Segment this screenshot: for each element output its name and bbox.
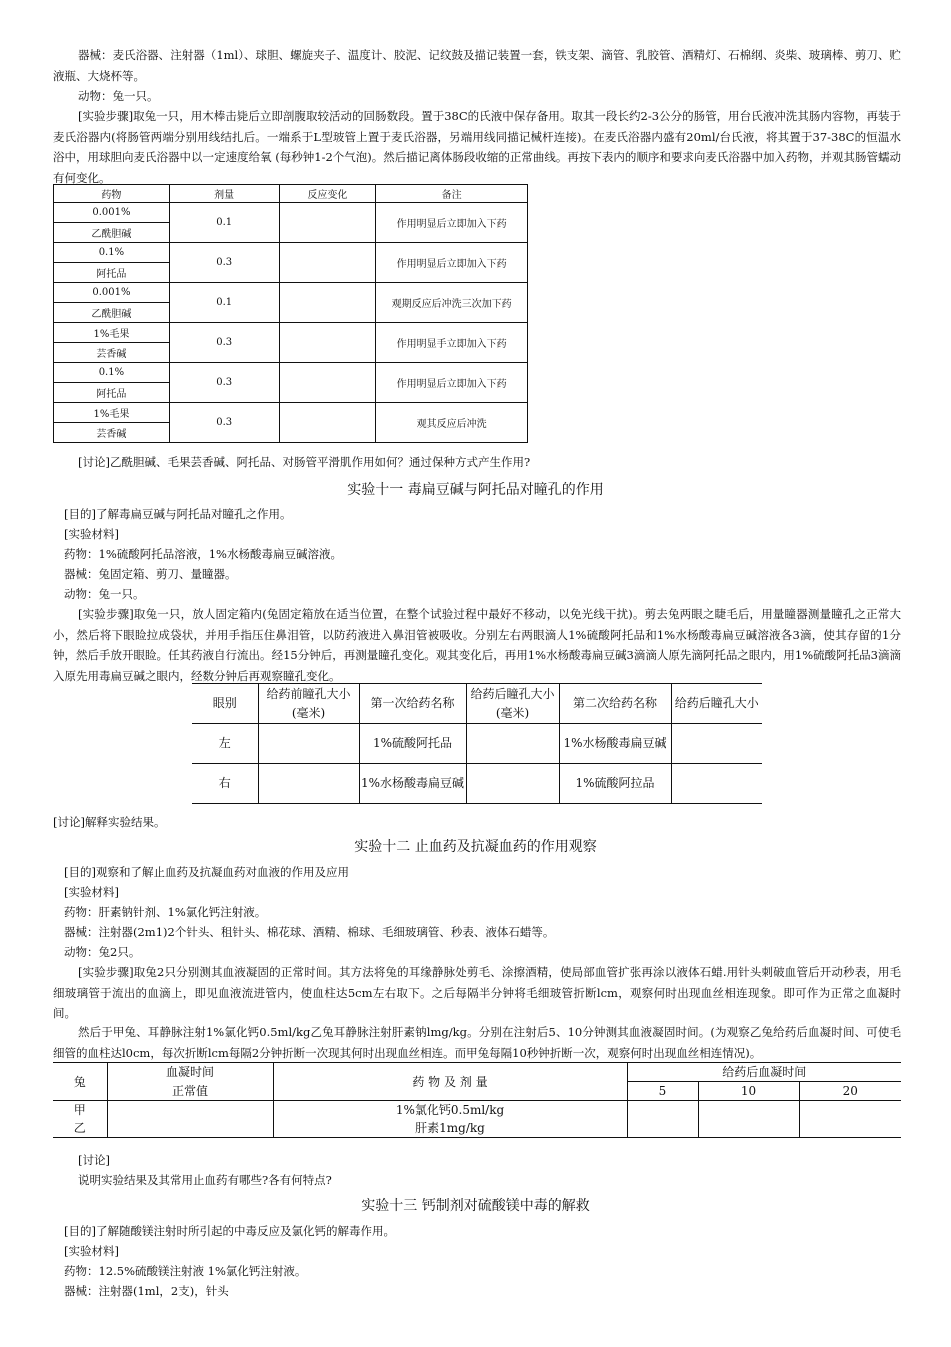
table-cell: 1%毛果 [54, 323, 170, 343]
table-cell: 0.001% [54, 203, 170, 223]
table-cell: 0.3 [169, 243, 279, 283]
table-cell: 阿托品 [54, 383, 170, 403]
table-header: 给药前瞳孔大小(毫米) [258, 684, 359, 724]
steps-paragraph: [实验步骤]取兔一只，用木棒击毙后立即剖腹取较活动的回肠数段。置于38C的氏液中保存备用。取其一段长约2-3公分的肠管，用台氏液冲洗其肠内容物，再装于麦氏浴器内(将肠管两端分别用线结扎后。一端系于L型玻管上置于麦氏浴器，另端用线同描记械杆连接)。在麦氏浴器内盛有20ml/台氏液，将其置于37-38C的恒温水浴中，用球胆向麦氏浴器中以一定速度给氧 (每秒钟1-2个气泡)。然后描记离体肠段收缩的正常曲线。再按下表内的顺序和要求向麦氏浴器中加入药物，并观其肠管蠕动有何变化。 [53, 109, 901, 185]
table-cell: 作用明显后立即加入下药 [376, 243, 528, 283]
table-header: 备注 [376, 185, 528, 203]
steps-paragraph: [实验步骤]取兔2只分别测其血液凝固的正常时间。其方法将兔的耳缘静脉处剪毛、涂擦酒精，使局部血管扩张再涂以液体石蜡.用针头刺破血管后开动秒表，用毛细玻璃管于流出的血滴上，即见血液流进管内，使血柱达5cm左右取下。之后每隔半分钟将毛细玻管折断lcm，观察何时出现血丝相连现象。即可作为正常之血凝时间。 [53, 965, 901, 1020]
table-cell [107, 1101, 273, 1120]
materials-label: [实验材料] [64, 885, 119, 899]
drugs-line: 药物：12.5%硫酸镁注射液 1%氯化钙注射液。 [64, 1264, 307, 1278]
steps-paragraph: [实验步骤]取兔一只，放人固定箱内(兔固定箱放在适当位置，在整个试验过程中最好不移动，以免光线干扰)。剪去兔两眼之睫毛后，用量瞳器测量瞳孔之正常大小，然后将下眼睑拉成袋状，并用手指压住鼻泪管，以防药液进入鼻泪管被吸收。分别左右两眼滴人1%硫酸阿托品和1%水杨酸毒扁豆碱溶液各3滴，使其存留的1分钟，然后手放开眼睑。任其药液自行流出。经15分钟后，再测量瞳孔变化。观其变化后，再用1%水杨酸毒扁豆碱3滴滴人原先滴阿托品之眼内，用1%硫酸阿托品3滴滴入原先用毒扁豆碱之眼内，经数分钟后再观察瞳孔变化。 [53, 607, 901, 683]
table-cell: 作用明显手立即加入下药 [376, 323, 528, 363]
table-cell [279, 403, 376, 443]
discussion-label: [讨论] [78, 1153, 110, 1167]
table-header: 给药后瞳孔大小(毫米) [466, 684, 559, 724]
table-cell: 1%毛果 [54, 403, 170, 423]
table-header: 剂量 [169, 185, 279, 203]
table-cell: 乙 [53, 1119, 107, 1138]
table-header: 20 [799, 1082, 901, 1101]
section-title-exp12: 实验十二 止血药及抗凝血药的作用观察 [354, 839, 597, 855]
drug-dose-table [53, 184, 528, 443]
section-title-exp13: 实验十三 钙制剂对硫酸镁中毒的解救 [361, 1198, 590, 1214]
table-cell: 1%水杨酸毒扁豆碱 [359, 764, 466, 804]
table-cell: 甲 [53, 1101, 107, 1120]
discussion-1: [讨论]乙酰胆碱、毛果芸香碱、阿托品、对肠管平滑肌作用如何？通过保种方式产生作用? [78, 455, 531, 469]
materials-label: [实验材料] [64, 527, 119, 541]
table-cell [698, 1101, 799, 1120]
aim-line: [目的]了解随酸镁注射时所引起的中毒反应及氯化钙的解毒作用。 [64, 1224, 395, 1238]
steps-paragraph-2: 然后于甲兔、耳静脉注射1%氯化钙0.5ml/kg乙兔耳静脉注射肝素钠lmg/kg。分别在注射后5、10分钟测其血液凝固时间。(为观察乙兔给药后血凝时间、可使毛细管的血柱达l0cm，每次折断lcm每隔2分钟折断一次现其何时出现血丝相连。而甲兔每隔10秒钟折断一次，观察何时出现血丝相连情况)。 [53, 1025, 901, 1060]
table-cell [279, 243, 376, 283]
table-cell: 0.3 [169, 403, 279, 443]
table-cell: 1%氯化钙0.5ml/kg [273, 1101, 627, 1120]
aim-line: [目的]了解毒扁豆碱与阿托品对瞳孔之作用。 [64, 507, 292, 521]
table-cell: 芸香碱 [54, 343, 170, 363]
table-cell [627, 1101, 698, 1120]
table-cell [799, 1101, 901, 1120]
table-header: 药物 [54, 185, 170, 203]
table-cell [107, 1119, 273, 1138]
table-cell [258, 724, 359, 764]
table-cell [799, 1119, 901, 1138]
table-cell: 作用明显后立即加入下药 [376, 363, 528, 403]
section-title-exp11: 实验十一 毒扁豆碱与阿托品对瞳孔的作用 [347, 482, 604, 498]
discussion-exp11: [讨论]解释实验结果。 [53, 815, 166, 829]
equipment-paragraph: 器械：麦氏浴器、注射器（1ml）、球胆、螺旋夹子、温度计、胶泥、记纹鼓及描记装置一套，铁支架、滴管、乳胶管、酒精灯、石棉纲、炎柴、玻璃棒、剪刀、贮液瓶、大烧杯等。 [53, 48, 901, 83]
table-header: 给药后血凝时间 [627, 1063, 901, 1082]
table-cell: 0.3 [169, 363, 279, 403]
table-cell [698, 1119, 799, 1138]
table-cell: 0.1% [54, 243, 170, 263]
table-cell: 观其反应后冲洗 [376, 403, 528, 443]
table-header: 血凝时间 [107, 1063, 273, 1082]
coagulation-table [53, 1062, 901, 1138]
table-header: 药 物 及 剂 量 [273, 1063, 627, 1101]
materials-label: [实验材料] [64, 1244, 119, 1258]
table-cell: 右 [192, 764, 258, 804]
table-cell [671, 764, 762, 804]
table-cell [466, 764, 559, 804]
table-header: 第一次给药名称 [359, 684, 466, 724]
table-cell: 1%水杨酸毒扁豆碱 [559, 724, 671, 764]
table-cell: 0.1% [54, 363, 170, 383]
table-cell: 芸香碱 [54, 423, 170, 443]
table-header: 反应变化 [279, 185, 376, 203]
discussion-question: 说明实验结果及其常用止血药有哪些?各有何特点? [78, 1173, 332, 1187]
table-cell: 乙酰胆碱 [54, 223, 170, 243]
table-cell [279, 363, 376, 403]
equipment-line: 器械：兔固定箱、剪刀、量瞳器。 [64, 567, 237, 581]
table-header: 10 [698, 1082, 799, 1101]
table-cell: 观期反应后冲洗三次加下药 [376, 283, 528, 323]
table-cell: 0.1 [169, 283, 279, 323]
aim-line: [目的]观察和了解止血药及抗凝血药对血液的作用及应用 [64, 865, 349, 879]
animal-line: 动物：兔一只。 [78, 89, 159, 103]
table-header: 5 [627, 1082, 698, 1101]
table-cell: 左 [192, 724, 258, 764]
equipment-line: 器械：注射器(2m1)2个针头、租针头、棉花球、酒精、棉球、毛细玻璃管、秒表、液体石蜡等。 [64, 925, 555, 939]
table-cell: 0.1 [169, 203, 279, 243]
drugs-line: 药物：1%硫酸阿托品溶液，1%水杨酸毒扁豆碱溶液。 [64, 547, 342, 561]
animal-line: 动物：兔一只。 [64, 587, 145, 601]
table-header: 正常值 [107, 1082, 273, 1101]
table-header: 给药后瞳孔大小 [671, 684, 762, 724]
table-header: 眼别 [192, 684, 258, 724]
table-cell: 阿托品 [54, 263, 170, 283]
table-cell [279, 203, 376, 243]
table-cell: 作用明显后立即加入下药 [376, 203, 528, 243]
table-cell [627, 1119, 698, 1138]
table-cell: 0.3 [169, 323, 279, 363]
table-cell [279, 283, 376, 323]
table-header: 兔 [53, 1063, 107, 1101]
table-cell [279, 323, 376, 363]
table-cell [671, 724, 762, 764]
pupil-table [192, 683, 762, 804]
drugs-line: 药物：肝素钠针剂、1%氯化钙注射液。 [64, 905, 267, 919]
table-cell: 1%硫酸阿托品 [359, 724, 466, 764]
animal-line: 动物：兔2只。 [64, 945, 141, 959]
table-cell: 0.001% [54, 283, 170, 303]
table-cell: 肝素1mg/kg [273, 1119, 627, 1138]
table-cell [466, 724, 559, 764]
table-cell: 乙酰胆碱 [54, 303, 170, 323]
equipment-line: 器械：注射器(1ml，2支)，针头 [64, 1284, 229, 1298]
table-cell [258, 764, 359, 804]
table-header: 第二次给药名称 [559, 684, 671, 724]
table-cell: 1%硫酸阿拉品 [559, 764, 671, 804]
